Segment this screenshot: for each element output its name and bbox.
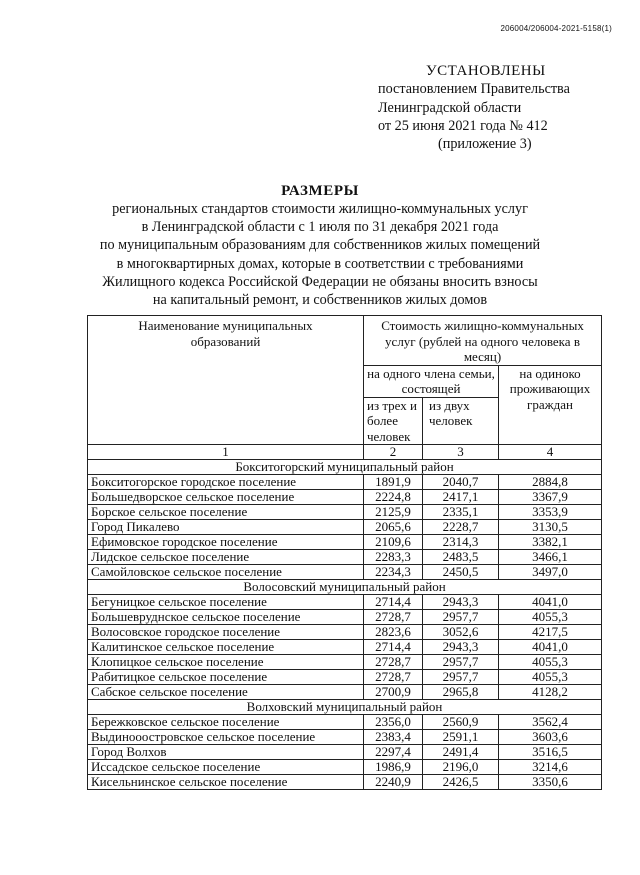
table-row [88, 730, 602, 745]
cost-two-persons: 2491,4 [423, 745, 499, 760]
district-header: Бокситогорский муниципальный район [88, 460, 602, 475]
table-row [88, 505, 602, 520]
table-row [88, 535, 602, 550]
table-row [88, 685, 602, 700]
document-title: РАЗМЕРЫ [281, 183, 359, 199]
cost-three-persons: 2125,9 [364, 505, 423, 520]
subtitle-line: Жилищного кодекса Российской Федерации не обязаны вносить взносы [102, 273, 538, 290]
cost-two-persons: 2228,7 [423, 520, 499, 535]
document-number: 206004/206004-2021-5158(1) [500, 24, 612, 33]
table-row [88, 655, 602, 670]
cost-two-persons: 2560,9 [423, 715, 499, 730]
cost-single: 4055,3 [499, 655, 602, 670]
column-number: 2 [364, 445, 423, 460]
cost-three-persons: 2728,7 [364, 610, 423, 625]
approval-appendix: (приложение 3) [438, 136, 532, 153]
cost-single: 3367,9 [499, 490, 602, 505]
municipality-name: Ефимовское городское поселение [88, 535, 364, 550]
district-header: Волховский муниципальный район [88, 700, 602, 715]
cost-two-persons: 2426,5 [423, 775, 499, 790]
header-two-persons: из двух человек [423, 397, 499, 445]
municipality-name: Борское сельское поселение [88, 505, 364, 520]
municipality-name: Бокситогорское городское поселение [88, 475, 364, 490]
municipality-name: Большевруднское сельское поселение [88, 610, 364, 625]
header-name: Наименование муниципальных образований [88, 316, 364, 445]
cost-three-persons: 2823,6 [364, 625, 423, 640]
cost-two-persons: 2591,1 [423, 730, 499, 745]
subtitle-line: региональных стандартов стоимости жилищно-коммунальных услуг [112, 201, 528, 217]
municipality-name: Клопицкое сельское поселение [88, 655, 364, 670]
municipality-name: Лидское сельское поселение [88, 550, 364, 565]
cost-single: 3516,5 [499, 745, 602, 760]
cost-single: 3497,0 [499, 565, 602, 580]
cost-three-persons: 2224,8 [364, 490, 423, 505]
municipality-name: Кисельнинское сельское поселение [88, 775, 364, 790]
standards-table [87, 315, 602, 790]
cost-two-persons: 2196,0 [423, 760, 499, 775]
cost-three-persons: 2234,3 [364, 565, 423, 580]
cost-single: 3603,6 [499, 730, 602, 745]
table-row [88, 550, 602, 565]
approval-line: от 25 июня 2021 года № 412 [378, 117, 548, 134]
table-row [88, 715, 602, 730]
table-row [88, 595, 602, 610]
cost-single: 3562,4 [499, 715, 602, 730]
municipality-name: Бегуницкое сельское поселение [88, 595, 364, 610]
cost-three-persons: 2728,7 [364, 655, 423, 670]
cost-two-persons: 2040,7 [423, 475, 499, 490]
cost-three-persons: 1891,9 [364, 475, 423, 490]
subtitle-line: в Ленинградской области с 1 июля по 31 декабря 2021 года [141, 219, 499, 236]
cost-two-persons: 2943,3 [423, 595, 499, 610]
municipality-name: Самойловское сельское поселение [88, 565, 364, 580]
cost-three-persons: 2109,6 [364, 535, 423, 550]
cost-three-persons: 2065,6 [364, 520, 423, 535]
municipality-name: Город Пикалево [88, 520, 364, 535]
table-row [88, 760, 602, 775]
document-subtitle [0, 200, 640, 309]
cost-two-persons: 2957,7 [423, 610, 499, 625]
cost-single: 3350,6 [499, 775, 602, 790]
municipality-name: Сабское сельское поселение [88, 685, 364, 700]
district-header: Волосовский муниципальный район [88, 580, 602, 595]
cost-three-persons: 1986,9 [364, 760, 423, 775]
header-family: на одного члена семьи, состоящей [364, 365, 499, 397]
cost-three-persons: 2356,0 [364, 715, 423, 730]
table-row [88, 625, 602, 640]
column-number: 4 [499, 445, 602, 460]
municipality-name: Калитинское сельское поселение [88, 640, 364, 655]
municipality-name: Бережковское сельское поселение [88, 715, 364, 730]
municipality-name: Выдинооостровское сельское поселение [88, 730, 364, 745]
cost-single: 4128,2 [499, 685, 602, 700]
approval-block [378, 62, 618, 153]
cost-single: 4041,0 [499, 595, 602, 610]
municipality-name: Город Волхов [88, 745, 364, 760]
subtitle-line: по муниципальным образованиям для собственников жилых помещений [99, 237, 541, 254]
municipality-name: Иссадское сельское поселение [88, 760, 364, 775]
municipality-name: Волосовское городское поселение [88, 625, 364, 640]
cost-three-persons: 2297,4 [364, 745, 423, 760]
cost-single: 4217,5 [499, 625, 602, 640]
approval-line: постановлением Правительства [378, 81, 570, 98]
cost-two-persons: 2965,8 [423, 685, 499, 700]
cost-three-persons: 2714,4 [364, 595, 423, 610]
cost-three-persons: 2728,7 [364, 670, 423, 685]
municipality-name: Большедворское сельское поселение [88, 490, 364, 505]
cost-two-persons: 2450,5 [423, 565, 499, 580]
cost-two-persons: 2957,7 [423, 670, 499, 685]
column-number: 1 [88, 445, 364, 460]
table-row [88, 475, 602, 490]
cost-single: 4055,3 [499, 610, 602, 625]
cost-two-persons: 3052,6 [423, 625, 499, 640]
table-row [88, 610, 602, 625]
table-row [88, 640, 602, 655]
cost-two-persons: 2483,5 [423, 550, 499, 565]
cost-single: 3214,6 [499, 760, 602, 775]
header-cost: Стоимость жилищно-коммунальных услуг (рублей на одного человека в месяц) [364, 316, 602, 366]
cost-three-persons: 2714,4 [364, 640, 423, 655]
cost-two-persons: 2943,3 [423, 640, 499, 655]
cost-single: 3353,9 [499, 505, 602, 520]
table-row [88, 565, 602, 580]
cost-three-persons: 2700,9 [364, 685, 423, 700]
subtitle-line: в многоквартирных домах, которые в соответствии с требованиями [116, 255, 524, 272]
cost-three-persons: 2383,4 [364, 730, 423, 745]
approval-line: Ленинградской области [378, 99, 522, 116]
table-row [88, 490, 602, 505]
table-row [88, 745, 602, 760]
header-single: на одиноко проживающих граждан [499, 365, 602, 445]
table-row [88, 670, 602, 685]
cost-two-persons: 2314,3 [423, 535, 499, 550]
column-number: 3 [423, 445, 499, 460]
cost-two-persons: 2417,1 [423, 490, 499, 505]
cost-single: 3382,1 [499, 535, 602, 550]
cost-three-persons: 2283,3 [364, 550, 423, 565]
cost-three-persons: 2240,9 [364, 775, 423, 790]
cost-single: 2884,8 [499, 475, 602, 490]
table-row [88, 520, 602, 535]
approval-heading: УСТАНОВЛЕНЫ [426, 63, 546, 79]
cost-single: 4055,3 [499, 670, 602, 685]
cost-single: 4041,0 [499, 640, 602, 655]
header-three-persons: из трех и более человек [364, 397, 423, 445]
table-row [88, 775, 602, 790]
cost-single: 3466,1 [499, 550, 602, 565]
municipality-name: Рабитицкое сельское поселение [88, 670, 364, 685]
subtitle-line: на капитальный ремонт, и собственников жилых домов [152, 292, 488, 309]
cost-two-persons: 2957,7 [423, 655, 499, 670]
cost-two-persons: 2335,1 [423, 505, 499, 520]
cost-single: 3130,5 [499, 520, 602, 535]
